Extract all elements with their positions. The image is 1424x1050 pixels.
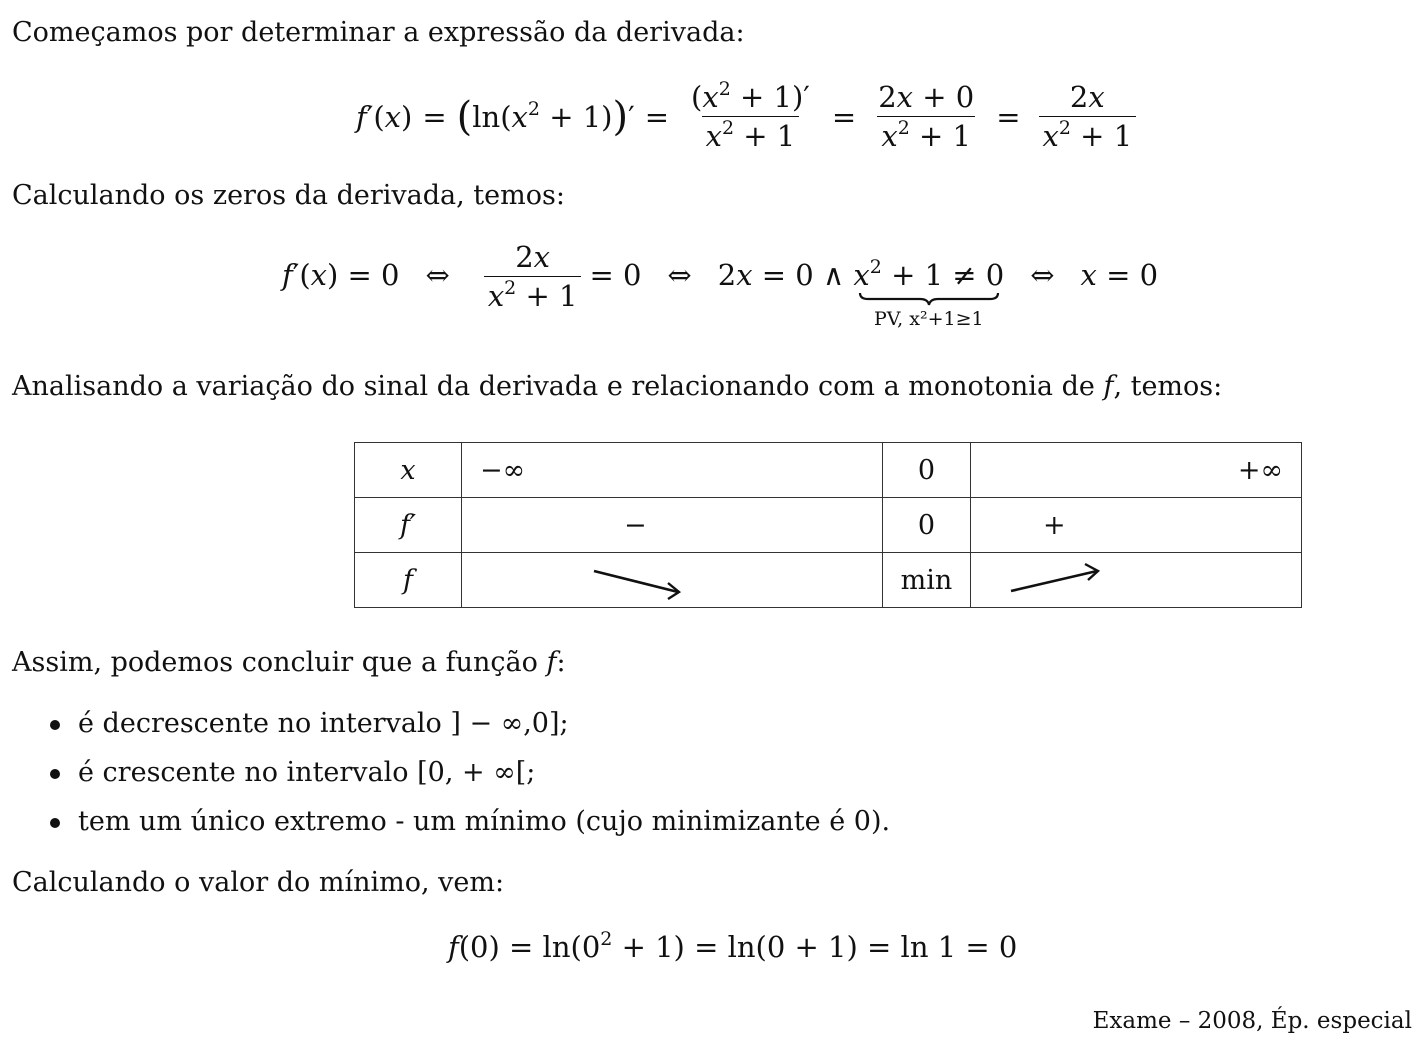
variation-table xyxy=(354,442,1302,608)
conclusion-intro-text: Assim, podemos concluir que a função f: xyxy=(12,647,566,678)
zeros-intro-text: Calculando os zeros da derivada, temos: xyxy=(12,180,565,211)
increasing-arrow-icon xyxy=(971,555,1229,605)
min-value-equation: $f(0) = \ln(0^2 + 1) = \ln(0 + 1) = \ln 1 = 0$ xyxy=(448,928,1018,964)
row-fprime-mid: 0 xyxy=(883,498,971,553)
row-f-right xyxy=(971,553,1302,608)
conclusion-list xyxy=(40,706,890,853)
row-fprime-head: f′ xyxy=(355,498,462,553)
row-x-right: +∞ xyxy=(971,443,1302,498)
decreasing-arrow-icon xyxy=(462,555,720,605)
table-row-fprime xyxy=(355,498,1302,553)
row-f-left xyxy=(462,553,883,608)
list-item: é crescente no intervalo [0, + ∞[; xyxy=(40,755,890,804)
row-x-mid: 0 xyxy=(883,443,971,498)
list-item: é decrescente no intervalo ] − ∞,0]; xyxy=(40,706,890,755)
row-fprime-right: + xyxy=(971,498,1302,553)
row-fprime-left: − xyxy=(462,498,883,553)
intro-derivative-text: Começamos por determinar a expressão da derivada: xyxy=(12,17,745,48)
row-x-left: −∞ xyxy=(462,443,883,498)
row-f-head: f xyxy=(355,553,462,608)
zeros-equation: f′(x) = 0 ⇔ $\frac{2x}{x^2 + 1}$ = 0 ⇔ 2x = 0 ∧ $x^2 + 1 \ne 0$ PV, x²+1≥1 ⇔ x = 0 xyxy=(282,240,1159,330)
bullet-icon xyxy=(50,818,60,828)
list-item: tem um único extremo - um mínimo (cujo minimizante é 0). xyxy=(40,804,890,853)
derivative-equation: f′(x) = $(\ln(x^2 + 1))'$ = $\frac{(x^2 + 1)'}{x^2 + 1}$ = $\frac{2x + 0}{x^2 + 1}$ = $\frac{2x}{x^2 + 1}$ xyxy=(356,80,1144,153)
min-value-intro-text: Calculando o valor do mínimo, vem: xyxy=(12,867,505,898)
row-x-head: x xyxy=(355,443,462,498)
brace-note: PV, x²+1≥1 xyxy=(874,308,984,330)
bullet-icon xyxy=(50,769,60,779)
sign-intro-text: Analisando a variação do sinal da derivada e relacionando com a monotonia de f, temos: xyxy=(12,371,1223,402)
row-f-mid: min xyxy=(883,553,971,608)
table-row-f xyxy=(355,553,1302,608)
table-row-x xyxy=(355,443,1302,498)
source-citation: Exame – 2008, Ép. especial xyxy=(1092,1008,1412,1034)
underbrace-icon xyxy=(858,292,1000,306)
bullet-icon xyxy=(50,720,60,730)
